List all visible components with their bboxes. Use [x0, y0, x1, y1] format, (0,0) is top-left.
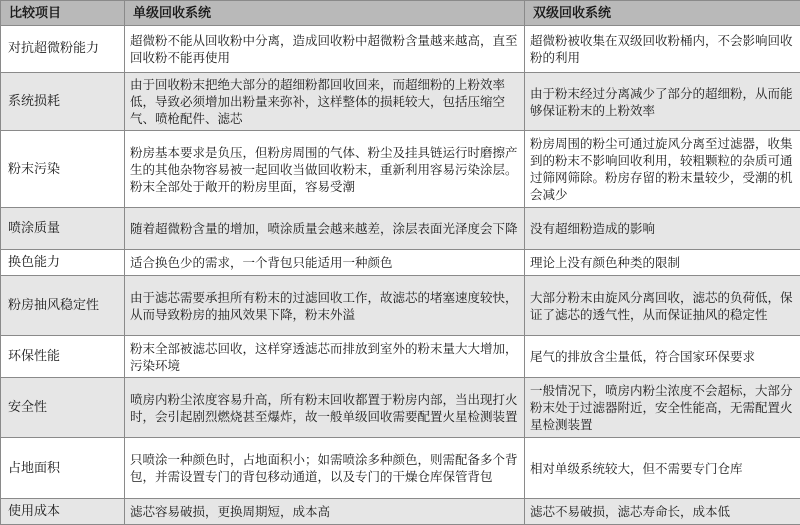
- row-item: 占地面积: [1, 438, 125, 498]
- table-row: [1, 249, 800, 275]
- row-single: 适合换色少的需求，一个背包只能适用一种颜色: [125, 249, 525, 275]
- table-row: [1, 26, 800, 73]
- table-row: [1, 275, 800, 335]
- row-double: 尾气的排放含尘量低，符合国家环保要求: [525, 336, 800, 378]
- header-double-stage: 双级回收系统: [525, 1, 800, 26]
- row-single: 由于滤芯需要承担所有粉末的过滤回收工作，故滤芯的堵塞速度较快，从而导致粉房的抽风效果下降，粉末外溢: [125, 275, 525, 335]
- row-double: 理论上没有颜色种类的限制: [525, 249, 800, 275]
- row-item: 使用成本: [1, 498, 125, 524]
- row-item: 粉末污染: [1, 131, 125, 208]
- row-item: 对抗超微粉能力: [1, 26, 125, 73]
- table-row: [1, 438, 800, 498]
- row-double: 没有超细粉造成的影响: [525, 208, 800, 250]
- row-single: 只喷涂一种颜色时，占地面积小；如需喷涂多种颜色，则需配备多个背包，并需设置专门的背包移动通道，以及专门的干燥仓库保管背包: [125, 438, 525, 498]
- table-row: [1, 72, 800, 130]
- row-item: 安全性: [1, 378, 125, 438]
- row-single: 由于回收粉末把绝大部分的超细粉都回收回来，而超细粉的上粉效率低，导致必须增加出粉量来弥补，这样整体的损耗较大，包括压缩空气、喷枪配件、滤芯: [125, 72, 525, 130]
- row-double: 粉房周围的粉尘可通过旋风分离至过滤器，收集到的粉末不影响回收利用，较粗颗粒的杂质可通过筛网筛除。粉房存留的粉末量较少，受潮的机会减少: [525, 131, 800, 208]
- row-double: 一般情况下，喷房内粉尘浓度不会超标，大部分粉末处于过滤器附近，安全性能高，无需配置火星检测装置: [525, 378, 800, 438]
- row-single: 超微粉不能从回收粉中分离，造成回收粉中超微粉含量越来越高，直至回收粉不能再使用: [125, 26, 525, 73]
- row-single: 喷房内粉尘浓度容易升高，所有粉末回收都置于粉房内部，当出现打火时，会引起剧烈燃烧甚至爆炸，故一般单级回收需要配置火星检测装置: [125, 378, 525, 438]
- table-row: [1, 336, 800, 378]
- row-item: 环保性能: [1, 336, 125, 378]
- row-single: 滤芯容易破损，更换周期短，成本高: [125, 498, 525, 524]
- row-item: 系统损耗: [1, 72, 125, 130]
- row-double: 由于粉末经过分离减少了部分的超细粉，从而能够保证粉末的上粉效率: [525, 72, 800, 130]
- row-double: 超微粉被收集在双级回收粉桶内，不会影响回收粉的利用: [525, 26, 800, 73]
- row-double: 滤芯不易破损，滤芯寿命长，成本低: [525, 498, 800, 524]
- row-item: 粉房抽风稳定性: [1, 275, 125, 335]
- header-single-stage: 单级回收系统: [125, 1, 525, 26]
- row-item: 喷涂质量: [1, 208, 125, 250]
- table-row: [1, 378, 800, 438]
- header-item: 比较项目: [1, 1, 125, 26]
- table-row: [1, 131, 800, 208]
- table-row: [1, 208, 800, 250]
- header-row: [1, 1, 800, 26]
- row-double: 相对单级系统较大，但不需要专门仓库: [525, 438, 800, 498]
- row-single: 随着超微粉含量的增加，喷涂质量会越来越差，涂层表面光泽度会下降: [125, 208, 525, 250]
- row-double: 大部分粉末由旋风分离回收，滤芯的负荷低，保证了滤芯的透气性，从而保证抽风的稳定性: [525, 275, 800, 335]
- table-row: [1, 498, 800, 524]
- row-single: 粉房基本要求是负压，但粉房周围的气体、粉尘及挂具链运行时磨擦产生的其他杂物容易被一起回收当做回收粉末，重新利用容易污染涂层。粉末全部处于敞开的粉房里面，容易受潮: [125, 131, 525, 208]
- row-single: 粉末全部被滤芯回收，这样穿透滤芯而排放到室外的粉末量大大增加，污染环境: [125, 336, 525, 378]
- row-item: 换色能力: [1, 249, 125, 275]
